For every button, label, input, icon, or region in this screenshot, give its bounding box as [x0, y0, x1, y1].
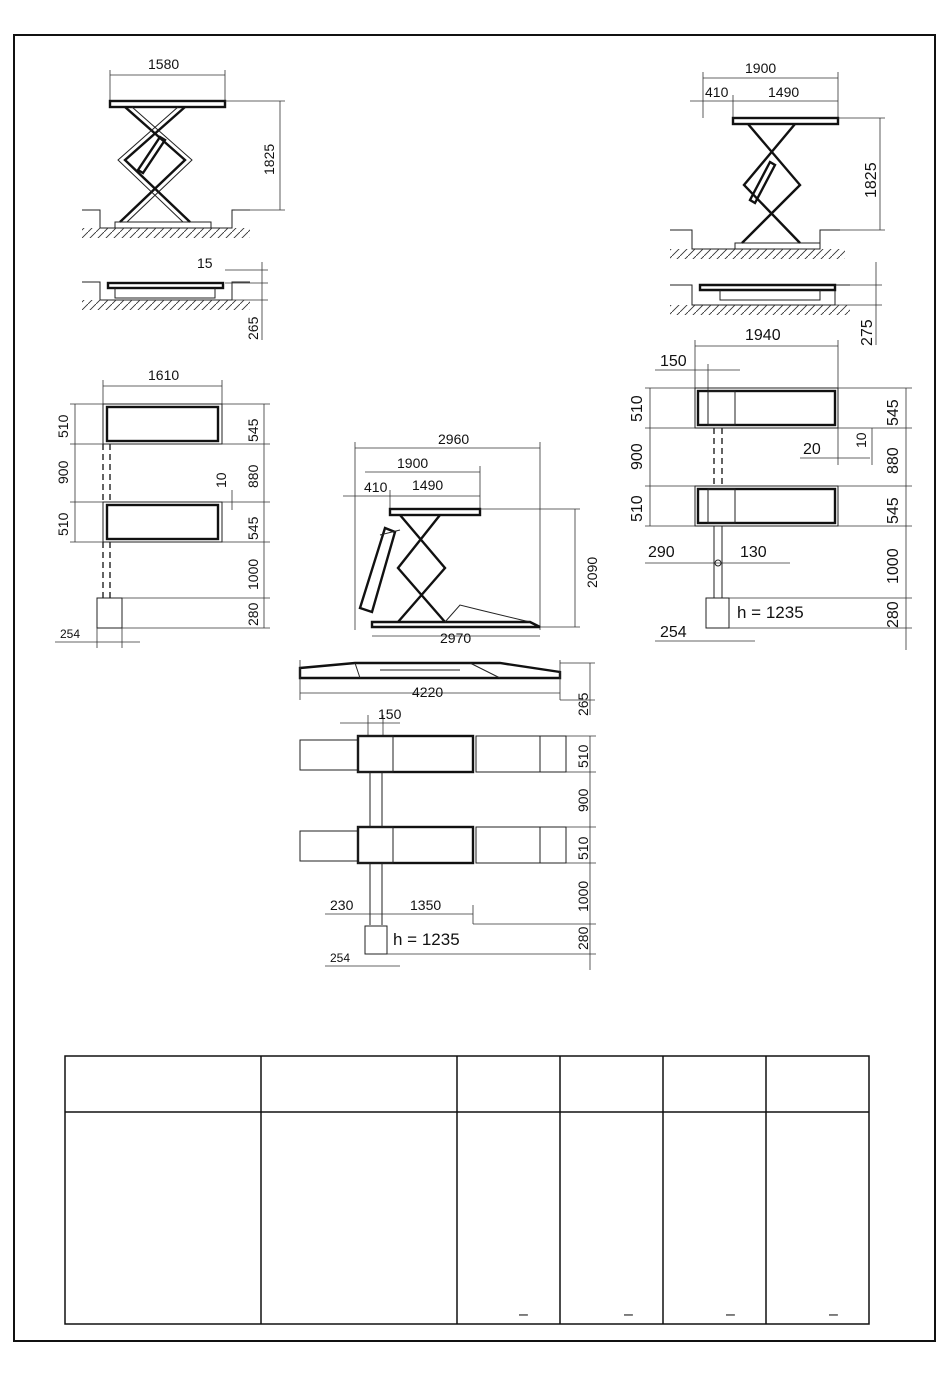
- dim-265-center: 265: [575, 692, 591, 716]
- dim-510-c1: 510: [575, 744, 591, 768]
- dim-230: 230: [330, 897, 354, 913]
- dim-1610: 1610: [148, 367, 180, 383]
- dim-280-left: 280: [245, 602, 261, 626]
- dim-4220: 4220: [412, 684, 444, 700]
- dim-280-right: 280: [885, 601, 902, 628]
- dim-1900-right: 1900: [745, 60, 777, 76]
- dim-1580: 1580: [148, 56, 180, 72]
- center-plan-view: [300, 706, 596, 970]
- dim-510-l1: 510: [55, 414, 71, 438]
- h-label-center: h = 1235: [393, 930, 460, 949]
- dim-900-c: 900: [575, 788, 591, 812]
- dim-900-l: 900: [55, 460, 71, 484]
- dim-410-right: 410: [705, 84, 729, 100]
- dim-150-right: 150: [660, 353, 687, 370]
- dim-10-left: 10: [213, 472, 229, 488]
- dim-545-right-a: 545: [885, 399, 902, 426]
- dim-290: 290: [648, 544, 675, 561]
- dim-2090: 2090: [584, 556, 600, 588]
- dim-1000-left: 1000: [245, 558, 261, 590]
- dim-1490-right: 1490: [768, 84, 800, 100]
- dim-254-right: 254: [660, 624, 687, 641]
- dim-510-r2: 510: [629, 495, 646, 522]
- dim-254-center: 254: [330, 951, 351, 965]
- dim-1900-center: 1900: [397, 455, 429, 471]
- left-plan-view: [55, 367, 270, 648]
- dim-130: 130: [740, 544, 767, 561]
- table-dash-2: –: [624, 1306, 633, 1323]
- right-plan-view: [629, 327, 912, 650]
- dim-1000-right: 1000: [885, 548, 902, 584]
- dim-275: 275: [859, 319, 876, 346]
- dim-545-r1: 545: [245, 418, 261, 442]
- dim-1490-center: 1490: [412, 477, 444, 493]
- dim-510-l2: 510: [55, 512, 71, 536]
- dim-880-right: 880: [885, 447, 902, 474]
- dim-20: 20: [803, 441, 821, 458]
- dim-2970: 2970: [440, 630, 472, 646]
- dim-510-r1: 510: [629, 395, 646, 422]
- center-side-view: [300, 431, 600, 716]
- dim-545-r2: 545: [245, 516, 261, 540]
- dim-2960: 2960: [438, 431, 470, 447]
- dim-510-c2: 510: [575, 836, 591, 860]
- table-dash-4: –: [829, 1306, 838, 1323]
- dim-10-right: 10: [853, 432, 869, 448]
- table-dash-1: –: [519, 1306, 528, 1323]
- dim-410-center: 410: [364, 479, 388, 495]
- dim-1350: 1350: [410, 897, 442, 913]
- dim-880-r: 880: [245, 464, 261, 488]
- dim-280-center: 280: [575, 926, 591, 950]
- dim-265-left: 265: [245, 316, 261, 340]
- dim-15: 15: [197, 255, 213, 271]
- dim-545-right-b: 545: [885, 497, 902, 524]
- spec-table: [65, 1056, 869, 1324]
- dim-1825-left: 1825: [261, 143, 277, 175]
- top-left-lift-view: [82, 56, 285, 340]
- dim-900-right: 900: [629, 443, 646, 470]
- top-right-lift-view: [670, 60, 885, 346]
- h-label-right: h = 1235: [737, 603, 804, 622]
- dim-1940: 1940: [745, 327, 781, 344]
- dim-1000-center: 1000: [575, 880, 591, 912]
- dim-150-center: 150: [378, 706, 402, 722]
- dim-254-left: 254: [60, 627, 81, 641]
- table-dash-3: –: [726, 1306, 735, 1323]
- dim-1825-right: 1825: [863, 162, 880, 198]
